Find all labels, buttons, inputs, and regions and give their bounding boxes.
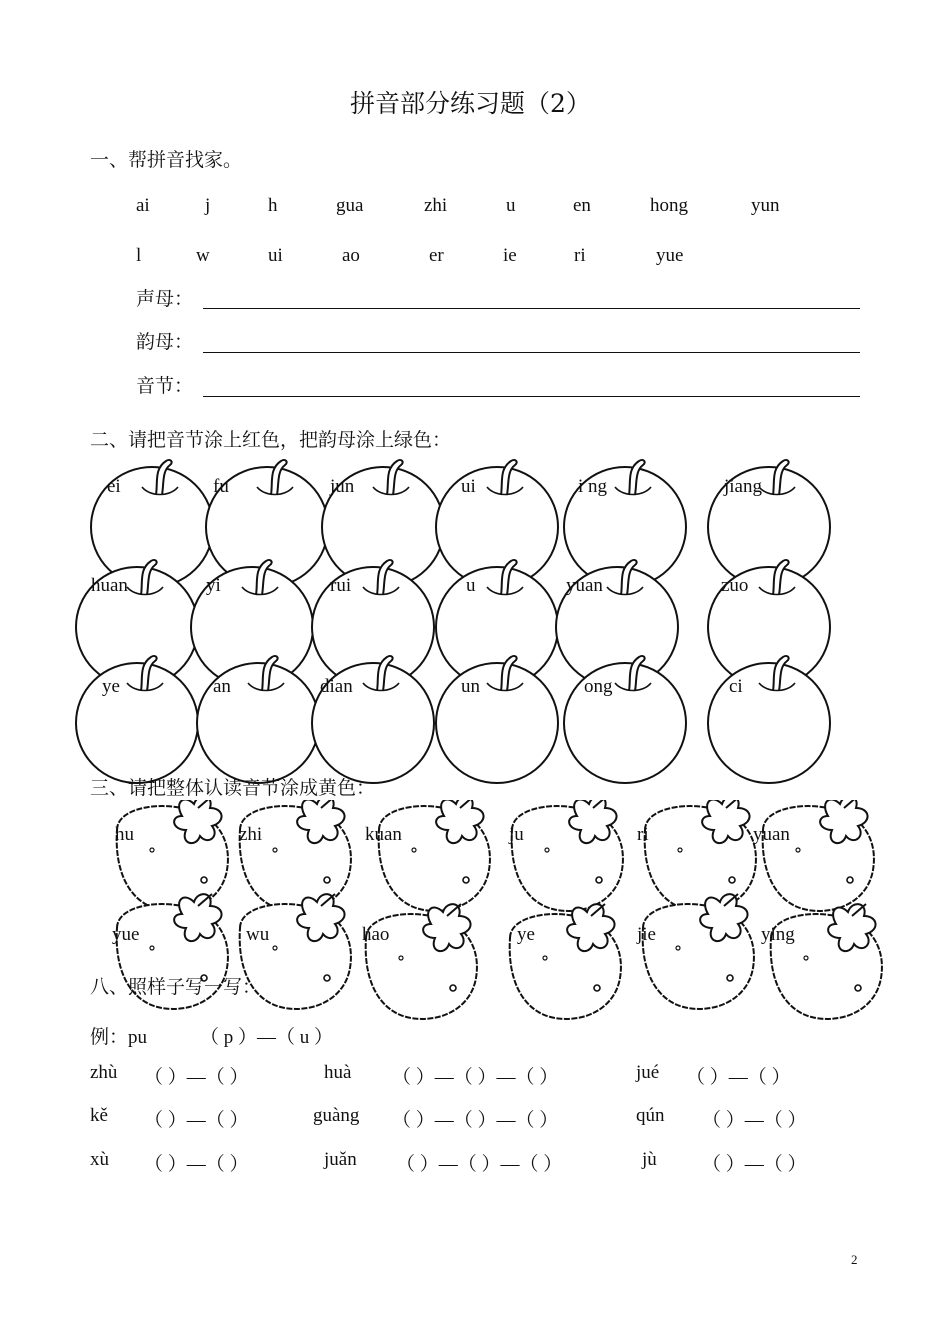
s1-r2-0: l	[136, 245, 142, 266]
s3-r1-4: ri	[637, 824, 649, 845]
apple-icon[interactable]	[708, 656, 830, 783]
s8-blank[interactable]: （ ）—（ ）	[686, 1067, 791, 1088]
s2-r2-1: yi	[206, 575, 221, 596]
s8-blank[interactable]: （ ）—（ ）	[144, 1110, 249, 1131]
s3-r2-5: ying	[761, 924, 795, 945]
answer-line-yunmu[interactable]	[203, 352, 860, 353]
s3-r1-3: ju	[509, 824, 524, 845]
s1-r2-4: er	[429, 245, 444, 266]
strawberry-icon[interactable]	[510, 904, 621, 1019]
s2-r1-2: jun	[330, 476, 355, 497]
s8-word: jué	[636, 1062, 660, 1083]
example-label: 例：pu	[90, 1027, 148, 1048]
strawberry-icon[interactable]	[771, 904, 882, 1019]
s2-r2-0: huan	[91, 575, 128, 596]
s1-r2-3: ao	[342, 245, 360, 266]
strawberry-icon[interactable]	[763, 800, 874, 911]
s1-r1-0: ai	[136, 195, 150, 216]
s1-r1-5: u	[506, 195, 516, 216]
s8-word: guàng	[313, 1105, 360, 1126]
s2-r3-5: ci	[729, 676, 743, 697]
s8-word: huà	[324, 1062, 352, 1083]
s3-r1-1: zhi	[239, 824, 263, 845]
s2-r3-1: an	[213, 676, 231, 697]
s8-blank[interactable]: （ ）—（ ）—（ ）	[392, 1110, 559, 1131]
apple-icon[interactable]	[76, 656, 198, 783]
s8-blank[interactable]: （ ）—（ ）	[702, 1110, 807, 1131]
strawberry-icon[interactable]	[366, 904, 477, 1019]
label-shengmu: 声母：	[136, 288, 194, 310]
s1-r2-1: w	[196, 245, 210, 266]
s3-r1-2: kuan	[365, 824, 402, 845]
s8-blank[interactable]: （ ）—（ ）	[144, 1067, 249, 1088]
s1-r1-4: zhi	[424, 195, 448, 216]
s3-r1-0: hu	[115, 824, 134, 845]
s8-blank[interactable]: （ ）—（ ）	[702, 1154, 807, 1175]
s3-r1-5: yuan	[753, 824, 790, 845]
s3-r2-1: wu	[246, 924, 270, 945]
s8-blank[interactable]: （ ）—（ ）—（ ）	[396, 1154, 563, 1175]
s3-r2-3: ye	[517, 924, 535, 945]
apple-icon[interactable]	[436, 656, 558, 783]
s1-r2-6: ri	[574, 245, 586, 266]
s8-word: qún	[636, 1105, 665, 1126]
s8-word: jù	[642, 1149, 657, 1170]
label-yinjie: 音节：	[136, 375, 194, 397]
section2-heading: 二、请把音节涂上红色，把韵母涂上绿色：	[90, 429, 452, 451]
s2-r1-3: ui	[461, 476, 476, 497]
s8-word: zhù	[90, 1062, 118, 1083]
s1-r2-2: ui	[268, 245, 283, 266]
section3-heading: 三、请把整体认读音节涂成黄色：	[90, 777, 376, 799]
s1-r1-1: j	[205, 195, 211, 216]
s1-r1-2: h	[268, 195, 278, 216]
s1-r1-7: hong	[650, 195, 688, 216]
s2-r2-4: yuan	[566, 575, 603, 596]
section1-heading: 一、帮拼音找家。	[90, 149, 243, 171]
s2-r2-3: u	[466, 575, 476, 596]
s2-r1-0: ei	[107, 476, 121, 497]
answer-line-shengmu[interactable]	[203, 308, 860, 309]
strawberry-icon[interactable]	[643, 894, 754, 1009]
s2-r3-2: dian	[320, 676, 353, 697]
s2-r3-4: ong	[584, 676, 613, 697]
s8-word: xù	[90, 1149, 109, 1170]
example-answer: （ p ）—（ u ）	[200, 1027, 334, 1048]
s2-r2-2: rui	[330, 575, 352, 596]
s8-blank[interactable]: （ ）—（ ）—（ ）	[392, 1067, 559, 1088]
strawberry-icon[interactable]	[645, 800, 756, 911]
s1-r1-8: yun	[751, 195, 780, 216]
s2-r1-5: jiang	[724, 476, 762, 497]
s1-r1-3: gua	[336, 195, 364, 216]
s8-word: kě	[90, 1105, 108, 1126]
s1-r2-5: ie	[503, 245, 517, 266]
label-yunmu: 韵母：	[136, 331, 194, 353]
strawberry-icon[interactable]	[379, 800, 490, 911]
s2-r2-5: zuo	[721, 575, 749, 596]
s8-blank[interactable]: （ ）—（ ）	[144, 1154, 249, 1175]
s1-r2-7: yue	[656, 245, 684, 266]
page-title: 拼音部分练习题（2）	[350, 89, 591, 118]
page-number: 2	[851, 1252, 858, 1267]
s2-r1-4: i ng	[578, 476, 608, 497]
s2-r1-1: fu	[213, 476, 229, 497]
answer-line-yinjie[interactable]	[203, 396, 860, 397]
s2-r3-0: ye	[102, 676, 120, 697]
strawberry-icon[interactable]	[512, 800, 623, 911]
s8-word: juǎn	[324, 1149, 357, 1170]
s3-r2-0: yue	[112, 924, 140, 945]
apple-icon[interactable]	[312, 656, 434, 783]
s3-r2-4: jie	[637, 924, 656, 945]
s2-r3-3: un	[461, 676, 480, 697]
s1-r1-6: en	[573, 195, 591, 216]
s3-r2-2: hao	[362, 924, 390, 945]
section8-heading: 八、照样子写一写：	[90, 976, 262, 998]
